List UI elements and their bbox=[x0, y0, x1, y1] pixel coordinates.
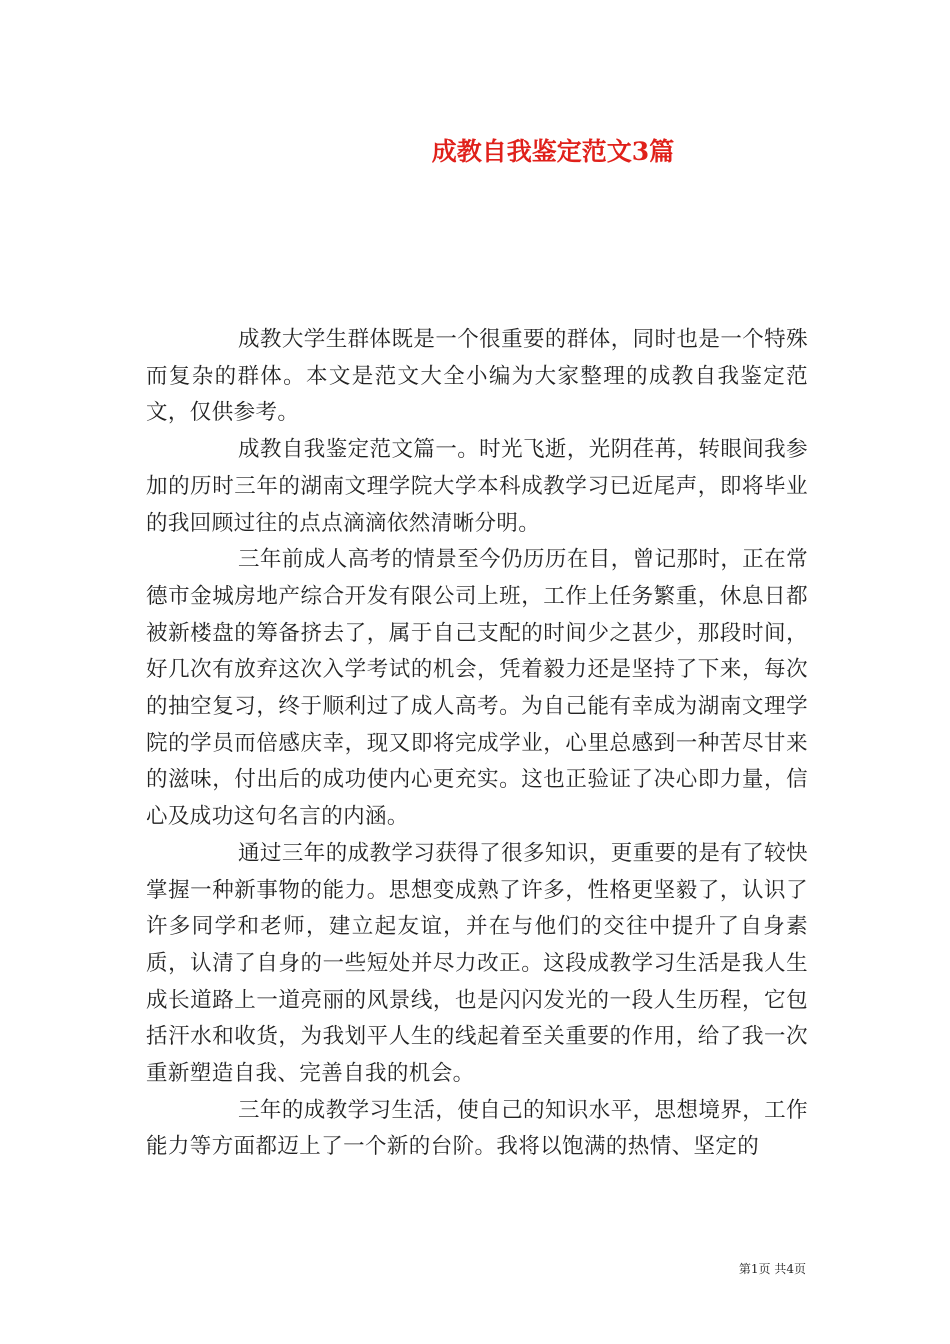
paragraph-1: 成教自我鉴定范文篇一。时光飞逝，光阴荏苒，转眼间我参加的历时三年的湖南文理学院大学本科成教学习已近尾声，即将毕业的我回顾过往的点点滴滴依然清晰分明。 bbox=[146, 437, 808, 536]
page-title-text: 成教自我鉴定范文3篇 bbox=[431, 137, 675, 166]
paragraph-3: 通过三年的成教学习获得了很多知识，更重要的是有了较快掌握一种新事物的能力。思想变成熟了许多，性格更坚毅了，认识了许多同学和老师，建立起友谊，并在与他们的交往中提升了自身素质，认清了自身的一些短处并尽力改正。这段成教学习生活是我人生成长道路上一道亮丽的风景线，也是闪闪发光的一段人生历程，它包括汗水和收货，为我划平人生的线起着至关重要的作用，给了我一次重新塑造自我、完善自我的机会。 bbox=[146, 840, 808, 1087]
paragraph-2: 三年前成人高考的情景至今仍历历在目，曾记那时，正在常德市金城房地产综合开发有限公司上班，工作上任务繁重，休息日都被新楼盘的筹备挤去了，属于自己支配的时间少之甚少，那段时间，好几次有放弃这次入学考试的机会，凭着毅力还是坚持了下来，每次的抽空复习，终于顺利过了成人高考。为自己能有幸成为湖南文理学院的学员而倍感庆幸，现又即将完成学业，心里总感到一种苦尽甘来的滋味，付出后的成功使内心更充实。这也正验证了决心即力量，信心及成功这句名言的内涵。 bbox=[146, 547, 808, 830]
paragraph-4: 三年的成教学习生活，使自己的知识水平，思想境界，工作能力等方面都迈上了一个新的台阶。我将以饱满的热情、坚定的 bbox=[146, 1097, 808, 1160]
paragraph-intro: 成教大学生群体既是一个很重要的群体，同时也是一个特殊而复杂的群体。本文是范文大全小编为大家整理的成教自我鉴定范文，仅供参考。 bbox=[146, 327, 808, 426]
page-number-footer: 第1页 共4页 bbox=[738, 1262, 806, 1276]
document-body bbox=[146, 322, 808, 1166]
page-title bbox=[0, 132, 950, 168]
